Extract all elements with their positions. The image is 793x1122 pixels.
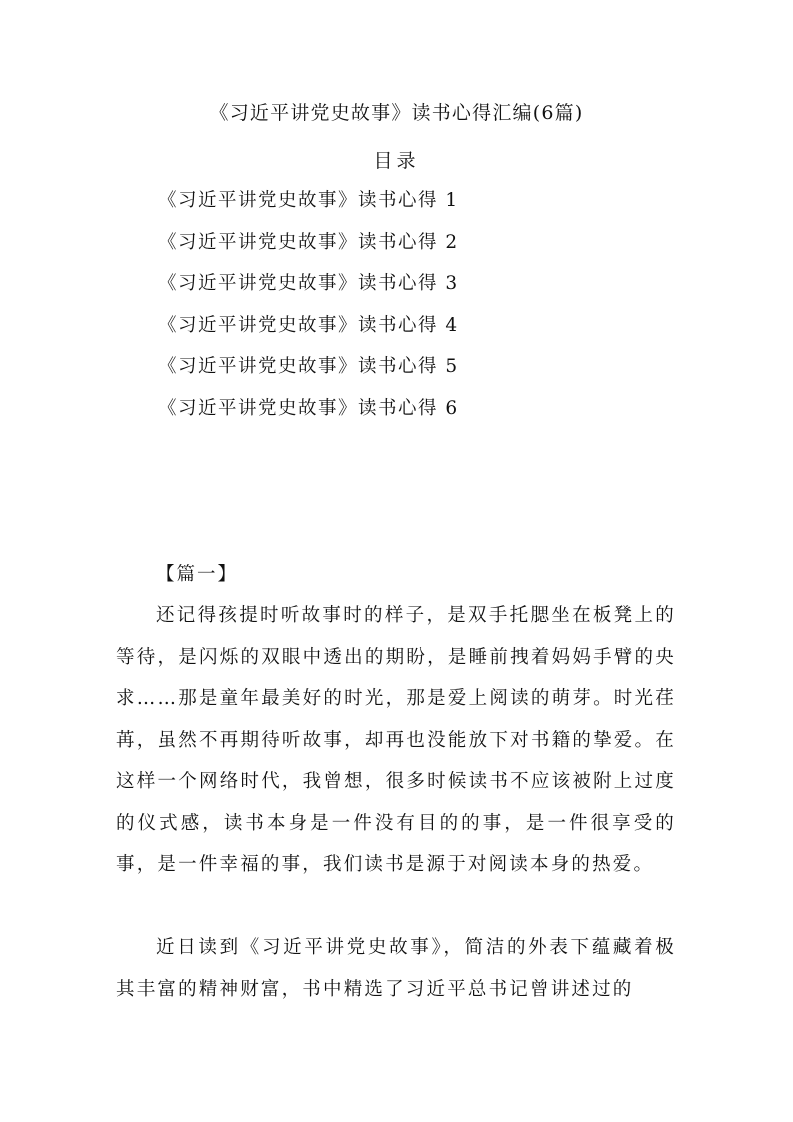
toc-item[interactable]: 《习近平讲党史故事》读书心得 3 [158,273,459,294]
toc-item[interactable]: 《习近平讲党史故事》读书心得 4 [158,314,459,336]
body-paragraph: 还记得孩提时听故事时的样子，是双手托腮坐在板凳上的等待，是闪烁的双眼中透出的期盼，是睡前拽着妈妈手臂的央求……那是童年最美好的时光，那是爱上阅读的萌芽。时光荏苒，虽然不再期待听故事，却再也没能放下对书籍的挚爱。在这样一个网络时代，我曾想，很多时候读书不应该被附上过度的仪式感，读书本身是一件没有目的的事，是一件很享受的事，是一件幸福的事，我们读书是源于对阅读本身的热爱。 [116,605,676,875]
toc-item[interactable]: 《习近平讲党史故事》读书心得 2 [158,231,459,253]
toc-item[interactable]: 《习近平讲党史故事》读书心得 1 [158,190,459,211]
document-title: 《习近平讲党史故事》读书心得汇编(6篇) [209,102,584,124]
body-paragraph: 近日读到《习近平讲党史故事》，简洁的外表下蕴藏着极其丰富的精神财富，书中精选了习近平总书记曾讲述过的 [116,937,676,1000]
toc-heading: 目录 [373,150,420,172]
section-heading: 【篇一】 [156,564,239,585]
table-of-contents [158,186,459,435]
toc-item[interactable]: 《习近平讲党史故事》读书心得 6 [158,397,459,419]
toc-item[interactable]: 《习近平讲党史故事》读书心得 5 [158,356,459,377]
